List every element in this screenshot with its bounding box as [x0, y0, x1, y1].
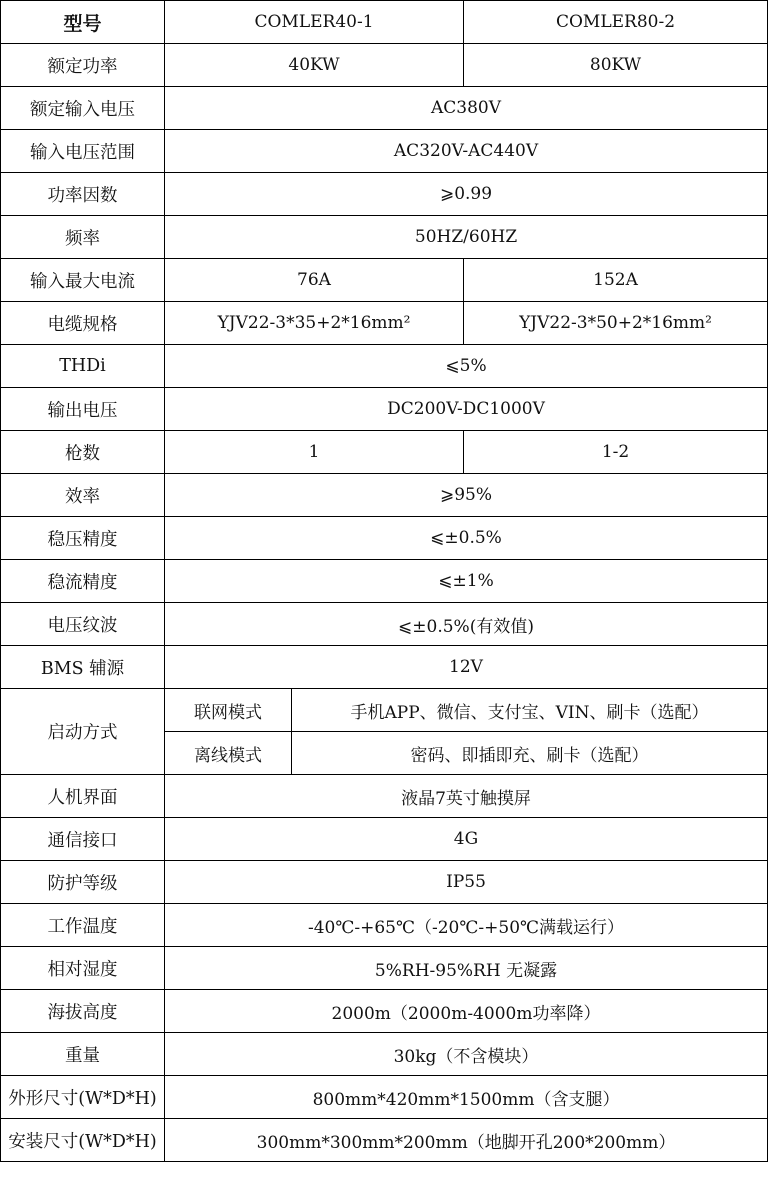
row-label: 输入最大电流	[1, 259, 165, 302]
weight-value: 30kg（不含模块）	[165, 1033, 768, 1076]
row-label: 电缆规格	[1, 302, 165, 345]
row-label: 相对湿度	[1, 947, 165, 990]
table-row-voltage-ripple	[1, 603, 768, 646]
row-label: 功率因数	[1, 173, 165, 216]
table-row-efficiency	[1, 474, 768, 517]
table-row-current-accuracy	[1, 560, 768, 603]
voltage-ripple-value: ⩽±0.5%(有效值)	[165, 603, 768, 646]
row-label: 额定功率	[1, 44, 165, 87]
start-mode-online-value: 手机APP、微信、支付宝、VIN、刷卡（选配）	[292, 689, 768, 732]
table-row-rated-input-voltage	[1, 87, 768, 130]
altitude-value: 2000m（2000m-4000m功率降）	[165, 990, 768, 1033]
row-label: THDi	[1, 345, 165, 388]
table-row-power-factor	[1, 173, 768, 216]
voltage-accuracy-value: ⩽±0.5%	[165, 517, 768, 560]
row-label: 启动方式	[1, 689, 165, 775]
row-label: 电压纹波	[1, 603, 165, 646]
cable-spec-a: YJV22-3*35+2*16mm²	[165, 302, 464, 345]
table-row-frequency	[1, 216, 768, 259]
start-mode-offline-value: 密码、即插即充、刷卡（选配）	[292, 732, 768, 775]
table-row-cable-spec	[1, 302, 768, 345]
max-input-current-b: 152A	[464, 259, 768, 302]
model-a-name: COMLER40-1	[165, 1, 464, 44]
install-dimensions-value: 300mm*300mm*200mm（地脚开孔200*200mm）	[165, 1119, 768, 1162]
table-row-dimensions	[1, 1076, 768, 1119]
table-row-start-mode-online	[1, 689, 768, 732]
rated-power-a: 40KW	[165, 44, 464, 87]
model-b-name: COMLER80-2	[464, 1, 768, 44]
row-label: 额定输入电压	[1, 87, 165, 130]
row-label: 稳流精度	[1, 560, 165, 603]
dimensions-value: 800mm*420mm*1500mm（含支腿）	[165, 1076, 768, 1119]
protection-level-value: IP55	[165, 861, 768, 904]
table-row-altitude	[1, 990, 768, 1033]
cable-spec-b: YJV22-3*50+2*16mm²	[464, 302, 768, 345]
efficiency-value: ⩾95%	[165, 474, 768, 517]
table-row-bms-aux	[1, 646, 768, 689]
comm-interface-value: 4G	[165, 818, 768, 861]
start-mode-offline-label: 离线模式	[165, 732, 292, 775]
row-label: 海拔高度	[1, 990, 165, 1033]
row-label: BMS 辅源	[1, 646, 165, 689]
row-label: 安装尺寸(W*D*H)	[1, 1119, 165, 1162]
table-row-output-voltage	[1, 388, 768, 431]
row-label: 频率	[1, 216, 165, 259]
bms-aux-value: 12V	[165, 646, 768, 689]
power-factor-value: ⩾0.99	[165, 173, 768, 216]
table-row-install-dimensions	[1, 1119, 768, 1162]
table-row-gun-count	[1, 431, 768, 474]
frequency-value: 50HZ/60HZ	[165, 216, 768, 259]
header-label: 型号	[1, 1, 165, 44]
rated-input-voltage-value: AC380V	[165, 87, 768, 130]
thdi-value: ⩽5%	[165, 345, 768, 388]
max-input-current-a: 76A	[165, 259, 464, 302]
output-voltage-value: DC200V-DC1000V	[165, 388, 768, 431]
row-label: 防护等级	[1, 861, 165, 904]
row-label: 人机界面	[1, 775, 165, 818]
row-label: 通信接口	[1, 818, 165, 861]
row-label: 外形尺寸(W*D*H)	[1, 1076, 165, 1119]
table-row-weight	[1, 1033, 768, 1076]
row-label: 工作温度	[1, 904, 165, 947]
hmi-value: 液晶7英寸触摸屏	[165, 775, 768, 818]
current-accuracy-value: ⩽±1%	[165, 560, 768, 603]
table-row-thdi	[1, 345, 768, 388]
table-row-voltage-accuracy	[1, 517, 768, 560]
input-voltage-range-value: AC320V-AC440V	[165, 130, 768, 173]
table-row-rated-power	[1, 44, 768, 87]
row-label: 效率	[1, 474, 165, 517]
operating-temp-value: -40℃-+65℃（-20℃-+50℃满载运行）	[165, 904, 768, 947]
row-label: 重量	[1, 1033, 165, 1076]
table-row-operating-temp	[1, 904, 768, 947]
row-label: 稳压精度	[1, 517, 165, 560]
table-row-max-input-current	[1, 259, 768, 302]
rated-power-b: 80KW	[464, 44, 768, 87]
table-row-header	[1, 1, 768, 44]
table-row-hmi	[1, 775, 768, 818]
start-mode-online-label: 联网模式	[165, 689, 292, 732]
table-row-comm-interface	[1, 818, 768, 861]
gun-count-a: 1	[165, 431, 464, 474]
gun-count-b: 1-2	[464, 431, 768, 474]
row-label: 枪数	[1, 431, 165, 474]
row-label: 输出电压	[1, 388, 165, 431]
table-row-input-voltage-range	[1, 130, 768, 173]
table-row-protection-level	[1, 861, 768, 904]
table-row-relative-humidity	[1, 947, 768, 990]
relative-humidity-value: 5%RH-95%RH 无凝露	[165, 947, 768, 990]
row-label: 输入电压范围	[1, 130, 165, 173]
